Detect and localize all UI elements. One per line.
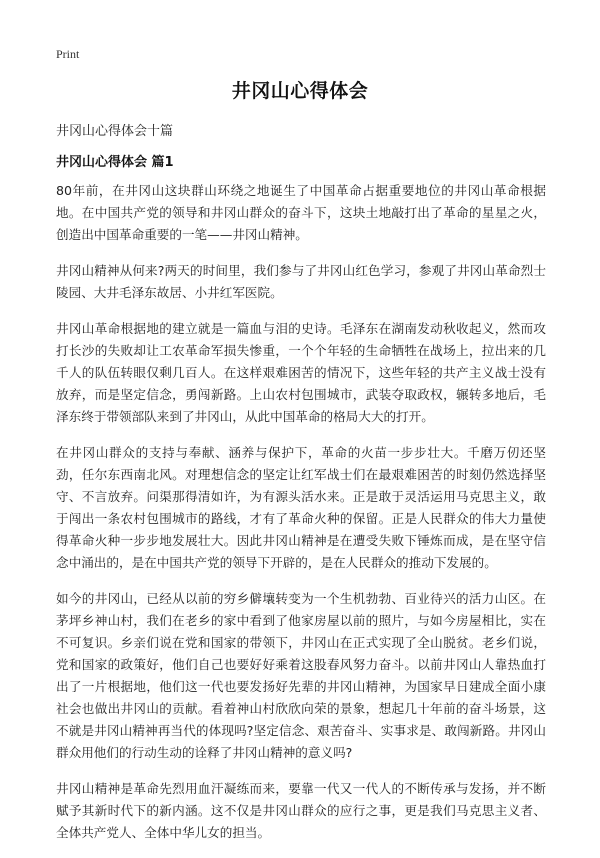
paragraph-1: 80年前，在井冈山这块群山环绕之地诞生了中国革命占据重要地位的井冈山革命根据地。在中国共产党的领导和井冈山群众的奋斗下，这块土地敲打出了革命的星星之火，创造出中国革命重要的一笔——井冈山精神。 (56, 183, 546, 242)
article-body (56, 180, 546, 858)
page-title: 井冈山心得体会 (231, 80, 369, 102)
section-heading: 井冈山心得体会 篇1 (56, 155, 174, 170)
paragraph-5: 如今的井冈山，已经从以前的穷乡僻壤转变为一个生机勃勃、百业待兴的活力山区。在茅坪乡神山村，我们在老乡的家中看到了他家房屋以前的照片，与如今房屋相比，实在不可复识。乡亲们说在党和国家的带领下，井冈山在正式实现了全山脱贫。老乡们说，党和国家的政策好，他们自己也要好好乘着这股春风努力奋斗。以前井冈山人靠热血打出了一片根据地，他们这一代也要发扬好先辈的井冈山精神，为国家早日建成全面小康社会也做出井冈山的贡献。看着神山村欣欣向荣的景象，想起几十年前的奋斗场景，这不就是井冈山精神再当代的体现吗?坚定信念、艰苦奋斗、实事求是、敢闯新路。井冈山群众用他们的行动生动的诠释了井冈山精神的意义吗? (56, 591, 546, 760)
paragraph-6: 井冈山精神是革命先烈用血汗凝练而来，要靠一代又一代人的不断传承与发扬，并不断赋予其新时代下的新内涵。这不仅是井冈山群众的应行之事，更是我们马克思主义者、全体共产党人、全体中华儿女的担当。 (56, 781, 546, 840)
paragraph-3: 井冈山革命根据地的建立就是一篇血与泪的史诗。毛泽东在湖南发动秋收起义，然而攻打长沙的失败却让工农革命军损失惨重，一个个年轻的生命牺牲在战场上，拉出来的几千人的队伍转眼仅剩几百人。在这样艰难困苦的情况下，这些年轻的共产主义战士没有放弃，而是坚定信念，勇闯新路。上山农村包围城市，武装夺取政权，辗转多地后，毛泽东终于带领部队来到了井冈山，从此中国革命的格局大大的打开。 (56, 321, 546, 424)
print-link[interactable]: Print (56, 47, 80, 61)
document-subtitle: 井冈山心得体会十篇 (56, 124, 174, 139)
paragraph-2: 井冈山精神从何来?两天的时间里，我们参与了井冈山红色学习，参观了井冈山革命烈士陵园、大井毛泽东故居、小井红军医院。 (56, 263, 546, 300)
paragraph-4: 在井冈山群众的支持与奉献、涵养与保护下，革命的火苗一步步壮大。千磨万仞还坚劲，任尔东西南北风。对理想信念的坚定让红军战士们在最艰难困苦的时刻仍然选择坚守、不言放弃。问渠那得清如许，为有源头活水来。正是敢于灵活运用马克思主义，敢于闯出一条农村包围城市的路线，才有了革命火种的保留。正是人民群众的伟大力量使得革命火种一步步地发展壮大。因此井冈山精神是在遭受失败下锤炼而成，是在坚守信念中涌出的，是在中国共产党的领导下开辟的，是在人民群众的推动下发展的。 (56, 445, 546, 570)
